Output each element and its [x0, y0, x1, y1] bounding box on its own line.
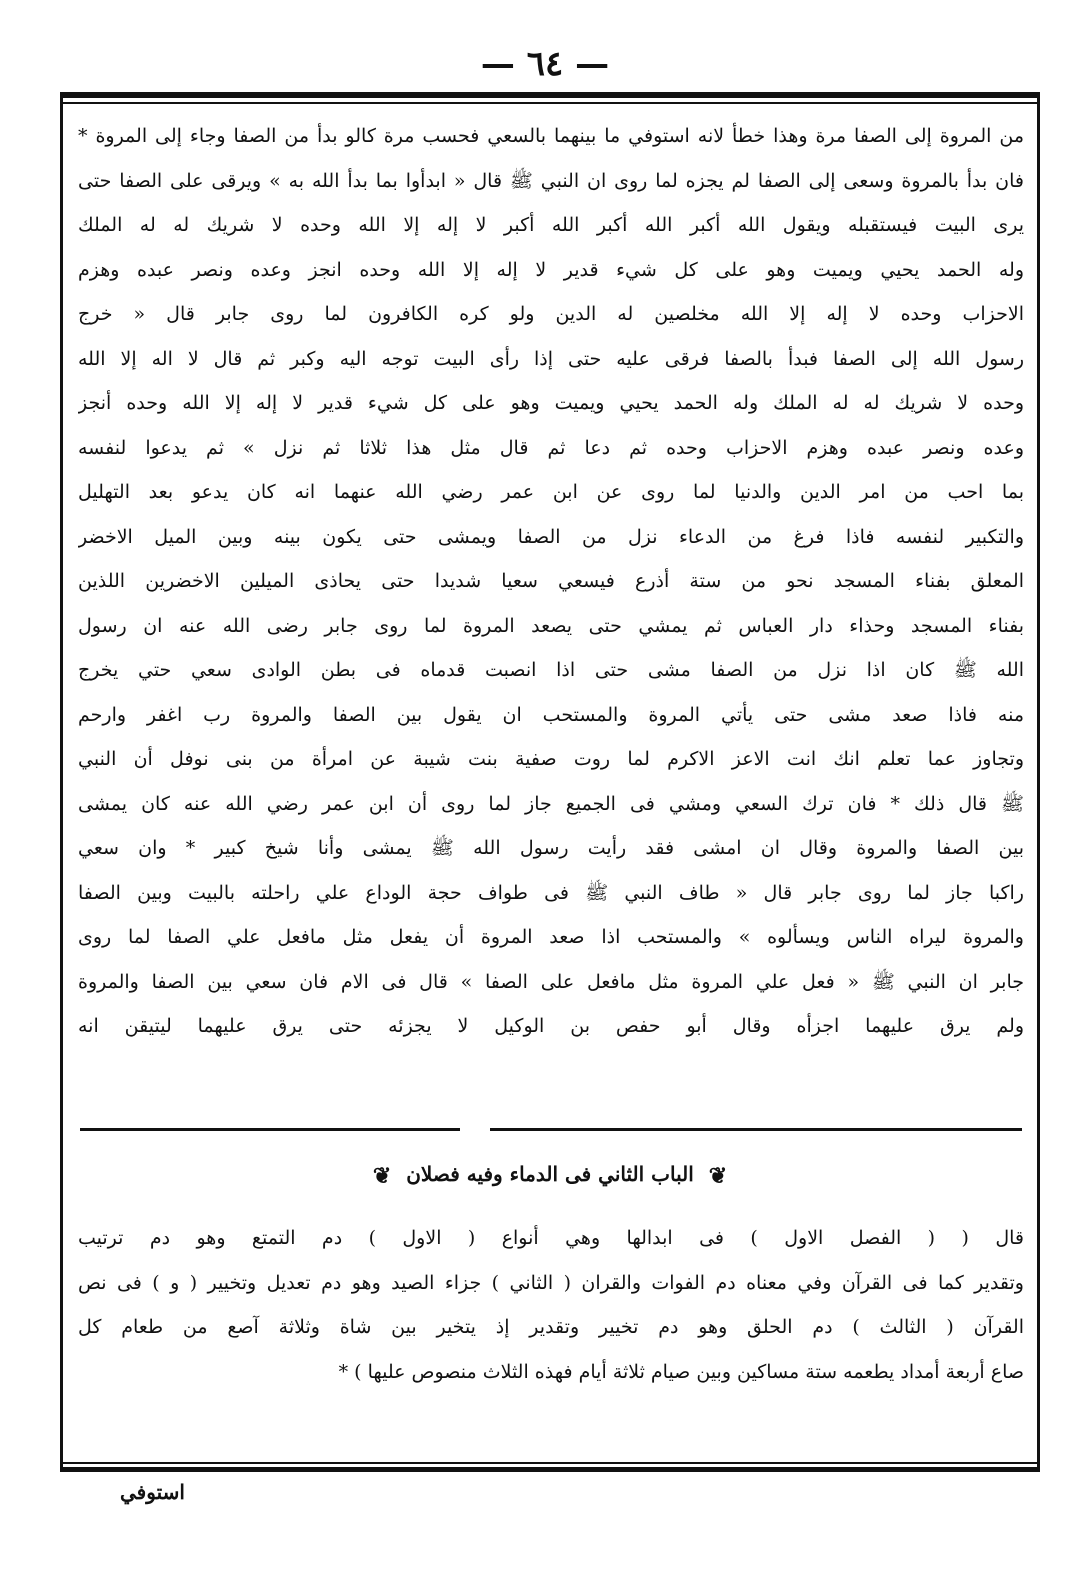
section-text-block	[78, 1216, 1024, 1394]
text-line: الله ﷺ كان اذا نزل من الصفا مشى حتى اذا انصبت قدماه فى بطن الوادى سعي حتي يخرج	[78, 659, 1024, 681]
text-line: بما احب من امر الدين والدنيا لما روى عن ابن عمر رضي الله عنهما انه كان يدعو بعد التهليل	[78, 481, 1024, 503]
text-line: رسول الله إلى الصفا فبدأ بالصفا فرقى عليه حتى إذا رأى البيت توجه اليه وكبر ثم قال لا اله إلا الله	[78, 347, 1024, 370]
text-line: الاحزاب وحده لا إله إلا الله مخلصين له الدين ولو كره الكافرون لما روى جابر قال « خرج	[78, 303, 1024, 325]
text-line: وحده لا شريك له له الملك وله الحمد يحيي ويميت وهو على كل شيء قدير لا إله إلا الله وحده أنجز	[78, 392, 1024, 414]
text-line: راكبا جاز لما روى جابر قال « طاف النبي ﷺ فى طواف حجة الوداع علي راحلته بالبيت وبين الصفا	[78, 881, 1024, 904]
section-divider	[80, 1128, 1022, 1138]
text-line: وله الحمد يحيي ويميت وهو على كل شيء قدير لا إله إلا الله وحده انجز وعده ونصر عبده وهزم	[78, 258, 1024, 281]
page-frame	[60, 92, 1040, 1472]
divider-segment	[80, 1128, 460, 1131]
section-line: قال ( ( الفصل الاول ) فى ابدالها وهي أنواع ( الاول ) دم التمتع وهو دم ترتيب	[78, 1227, 1024, 1249]
text-line: والمروة ليراه الناس ويسألوه » والمستحب اذا صعد المروة أن يفعل مثل مافعل علي الصفا لما روى	[78, 926, 1024, 948]
text-line: فان بدأ بالمروة وسعى إلى الصفا لم يجزه لما روى ان النبي ﷺ قال « ابدأوا بما بدأ الله به » ويرقى على الصفا حتى	[78, 169, 1024, 192]
section-line: وتقدير كما فى القرآن وفي معناه دم الفوات والقران ( الثاني ) جزاء الصيد وهو دم تعديل وتخيير ( و ) فى نص	[78, 1271, 1024, 1294]
divider-segment	[490, 1128, 1022, 1131]
section-heading-text: الباب الثاني فى الدماء وفيه فصلان	[406, 1162, 694, 1186]
page-number: — ٦٤ —	[480, 44, 610, 84]
top-border-thick	[60, 92, 1040, 98]
section-heading	[60, 1162, 1040, 1189]
top-border-thin	[60, 102, 1040, 104]
text-line: والتكبير لنفسه فاذا فرغ من الدعاء نزل من الصفا ويمشى حتى يكون بينه وبين الميل الاخضر	[78, 525, 1024, 548]
section-line: صاع أربعة أمداد يطعمه ستة مساكين وبين صيام ثلاثة أيام فهذه الثلاث منصوص عليها ) *	[338, 1360, 1024, 1383]
ornament-right-icon: ❦	[708, 1162, 728, 1189]
text-line: جابر ان النبي ﷺ « فعل علي المروة مثل مافعل على الصفا » قال فى الام فان سعي بين الصفا والمروة	[78, 970, 1024, 993]
text-line: منه فاذا صعد مشى حتى يأتي المروة والمستحب ان يقول بين الصفا والمروة رب اغفر وارحم	[78, 703, 1024, 726]
bottom-border-thin	[60, 1462, 1040, 1464]
text-line: بين الصفا والمروة وقال ان امشى فقد رأيت رسول الله ﷺ يمشى وأنا شيخ كبير * وان سعي	[78, 837, 1024, 859]
text-line: بفناء المسجد وحذاء دار العباس ثم يمشي حتى يصعد المروة لما روى جابر رضى الله عنه ان رسول	[78, 614, 1024, 637]
text-line: وعده ونصر عبده وهزم الاحزاب وحده ثم دعا ثم قال مثل هذا ثلاثا ثم نزل » ثم يدعوا لنفسه	[78, 436, 1024, 459]
text-line: من المروة إلى الصفا مرة وهذا خطأ لانه استوفي ما بينهما بالسعي فحسب مرة كالو بدأ من الصفا وجاء إلى المروة *	[78, 125, 1024, 147]
right-border	[1037, 92, 1040, 1472]
text-line: يرى البيت فيستقبله ويقول الله أكبر الله أكبر الله أكبر لا إله إلا الله وحده لا شريك له له الملك	[78, 214, 1024, 236]
section-line: القرآن ( الثالث ) دم الحلق وهو دم تخيير وتقدير إذ يتخير بين شاة وثلاثة آصع من طعام كل	[78, 1316, 1024, 1338]
text-line: ولم يرق عليهما اجزأه وقال أبو حفص بن الوكيل لا يجزئه حتى يرق عليهما ليتيقن انه	[78, 1015, 1024, 1037]
catchword: استوفي	[120, 1480, 185, 1504]
text-line: وتجاوز عما تعلم انك انت الاعز الاكرم لما روت صفية بنت شيبة عن امرأة من بنى نوفل أن النبي	[78, 748, 1024, 770]
left-border	[60, 92, 63, 1472]
text-line: المعلق بفناء المسجد نحو من ستة أذرع فيسعي سعيا شديدا حتى يحاذى الميلين الاخضرين اللذين	[78, 570, 1024, 592]
bottom-border-thick	[60, 1467, 1040, 1472]
text-line: ﷺ قال ذلك * فان ترك السعي ومشي فى الجميع جاز لما روى أن ابن عمر رضي الله عنه كان يمشى	[78, 792, 1024, 815]
main-text-block	[78, 114, 1024, 1049]
ornament-left-icon: ❦	[372, 1162, 392, 1189]
